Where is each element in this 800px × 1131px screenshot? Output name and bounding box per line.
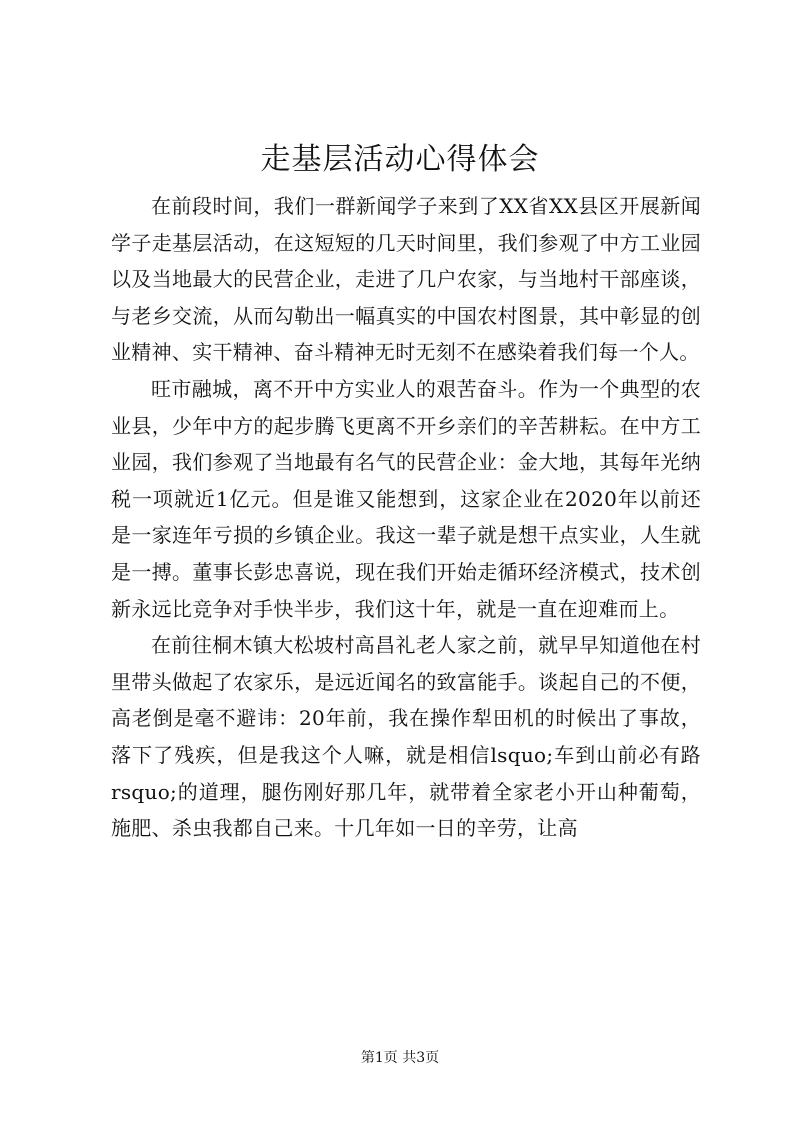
page-number: 第1页 共3页 [360,1050,440,1066]
paragraph-1: 在前段时间，我们一群新闻学子来到了XX省XX县区开展新闻学子走基层活动，在这短短的几天时间里，我们参观了中方工业园以及当地最大的民营企业，走进了几户农家，与当地村干部座谈，与老乡交流，从而勾勒出一幅真实的中国农村图景，其中彰显的创业精神、实干精神、奋斗精神无时无刻不在感染着我们每一个人。 [111,194,701,365]
paragraph-2: 旺市融城，离不开中方实业人的艰苦奋斗。作为一个典型的农业县，少年中方的起步腾飞更离不开乡亲们的辛苦耕耘。在中方工业园，我们参观了当地最有名气的民营企业：金大地，其每年光纳税一项就近1亿元。但是谁又能想到，这家企业在2020年以前还是一家连年亏损的乡镇企业。我这一辈子就是想干点实业，人生就是一搏。董事长彭忠喜说，现在我们开始走循环经济模式，技术创新永远比竞争对手快半步，我们这十年，就是一直在迎难而上。 [111,376,701,621]
document-title: 走基层活动心得体会 [260,142,540,177]
paragraph-3: 在前往桐木镇大松坡村高昌礼老人家之前，就早早知道他在村里带头做起了农家乐，是远近闻名的致富能手。谈起自己的不便，高老倒是毫不避讳：20年前，我在操作犁田机的时候出了事故，落下了残疾，但是我这个人嘛，就是相信lsquo;车到山前必有路rsquo;的道理，腿伤刚好那几年，就带着全家老小开山种葡萄，施肥、杀虫我都自己来。十几年如一日的辛劳，让高 [111,633,701,841]
document-body [111,188,701,847]
